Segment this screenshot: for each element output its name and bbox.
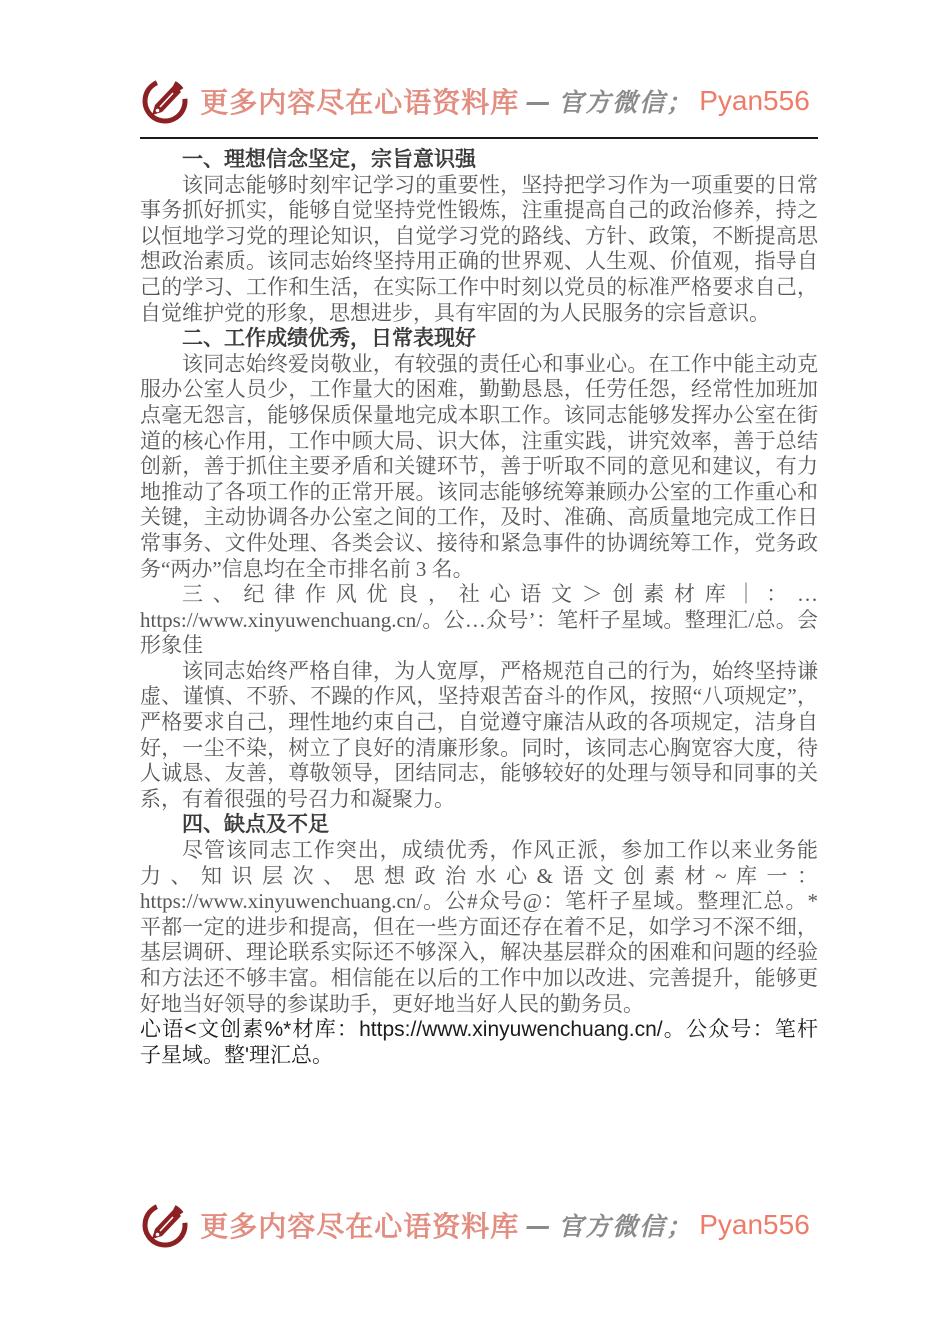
- document-body: [140, 147, 818, 1068]
- watermark-brand-text: 更多内容尽在心语资料库: [200, 86, 520, 119]
- watermark-wechat-label: 官方微信；: [558, 88, 694, 117]
- tail-watermark-paragraph: 心语<文创素%*材库：https://www.xinyuwenchuang.cn/。公众号：笔杆子星域。整'理汇总。: [140, 1018, 818, 1067]
- paragraph: 尽管该同志工作突出，成绩优秀，作风正派，参加工作以来业务能力、知识层次、思想政治水心&语文创素材~库一：https://www.xinyuwenchuang.cn/。公#众号@：笔杆子星域。整理汇总。*平都一定的进步和提高，但在一些方面还存在着不足，如学习不深不细，基层调研、理论联系实际还不够深入，解决基层群众的困难和问题的经验和方法还不够丰富。相信能在以后的工作中加以改进、完善提升，能够更好地当好领导的参谋助手，更好地当好人民的勤务员。: [140, 838, 818, 1016]
- watermark-wechat-id: Pyan556: [699, 1209, 810, 1240]
- section-heading: 一、理想信念坚定，宗旨意识强: [182, 148, 476, 171]
- paragraph: 该同志始终严格自律，为人宽厚，严格规范自己的行为，始终坚持谦虚、谨慎、不骄、不躁的作风，坚持艰苦奋斗的作风，按照“八项规定”，严格要求自己，理性地约束自己，自觉遵守廉洁从政的各项规定，洁身自好，一尘不染，树立了良好的清廉形象。同时，该同志心胸宽容大度，待人诚恳、友善，尊敬领导，团结同志，能够较好的处理与领导和同事的关系，有着很强的号召力和凝聚力。: [140, 658, 818, 811]
- header-watermark: [0, 76, 950, 126]
- section-heading: 二、工作成绩优秀，日常表现好: [182, 327, 476, 351]
- pen-seal-icon: [140, 1200, 190, 1250]
- watermark-separator: —: [525, 1210, 553, 1240]
- section-heading: 四、缺点及不足: [182, 813, 329, 837]
- paragraph: 该同志能够时刻牢记学习的重要性，坚持把学习作为一项重要的日常事务抓好抓实，能够自觉坚持党性锻炼，注重提高自己的政治修养，持之以恒地学习党的理论知识，自觉学习党的路线、方针、政策，不断提高思想政治素质。该同志始终坚持用正确的世界观、人生观、价值观，指导自己的学习、工作和生活，在实际工作中时刻以党员的标准严格要求自己，自觉维护党的形象，思想进步，具有牢固的为人民服务的宗旨意识。: [140, 172, 818, 325]
- footer-watermark: [0, 1200, 950, 1250]
- watermark-brand-text: 更多内容尽在心语资料库: [200, 1210, 520, 1243]
- watermark-wechat-label: 官方微信；: [558, 1212, 694, 1241]
- pen-seal-icon: [140, 76, 190, 126]
- watermark-separator: —: [525, 86, 553, 116]
- paragraph: 该同志始终爱岗敬业，有较强的责任心和事业心。在工作中能主动克服办公室人员少，工作量大的困难，勤勤恳恳，任劳任怨，经常性加班加点毫无怨言，能够保质保量地完成本职工作。该同志能够发挥办公室在街道的核心作用，工作中顾大局、识大体，注重实践，讲究效率，善于总结创新，善于抓住主要矛盾和关键环节，善于听取不同的意见和建议，有力地推动了各项工作的正常开展。该同志能够统筹兼顾办公室的工作重心和关键，主动协调各办公室之间的工作，及时、准确、高质量地完成工作日常事务、文件处理、各类会议、接待和紧急事件的协调统筹工作，党务政务“两办”信息均在全市排名前 3 名。: [140, 351, 818, 581]
- paragraph: 三、纪律作风优良，社心语文＞创素材库｜：…https://www.xinyuwenchuang.cn/。公…众号’：笔杆子星域。整理汇/总。会形象佳: [140, 582, 818, 658]
- watermark-wechat-id: Pyan556: [699, 85, 810, 116]
- header-divider-line: [140, 137, 818, 139]
